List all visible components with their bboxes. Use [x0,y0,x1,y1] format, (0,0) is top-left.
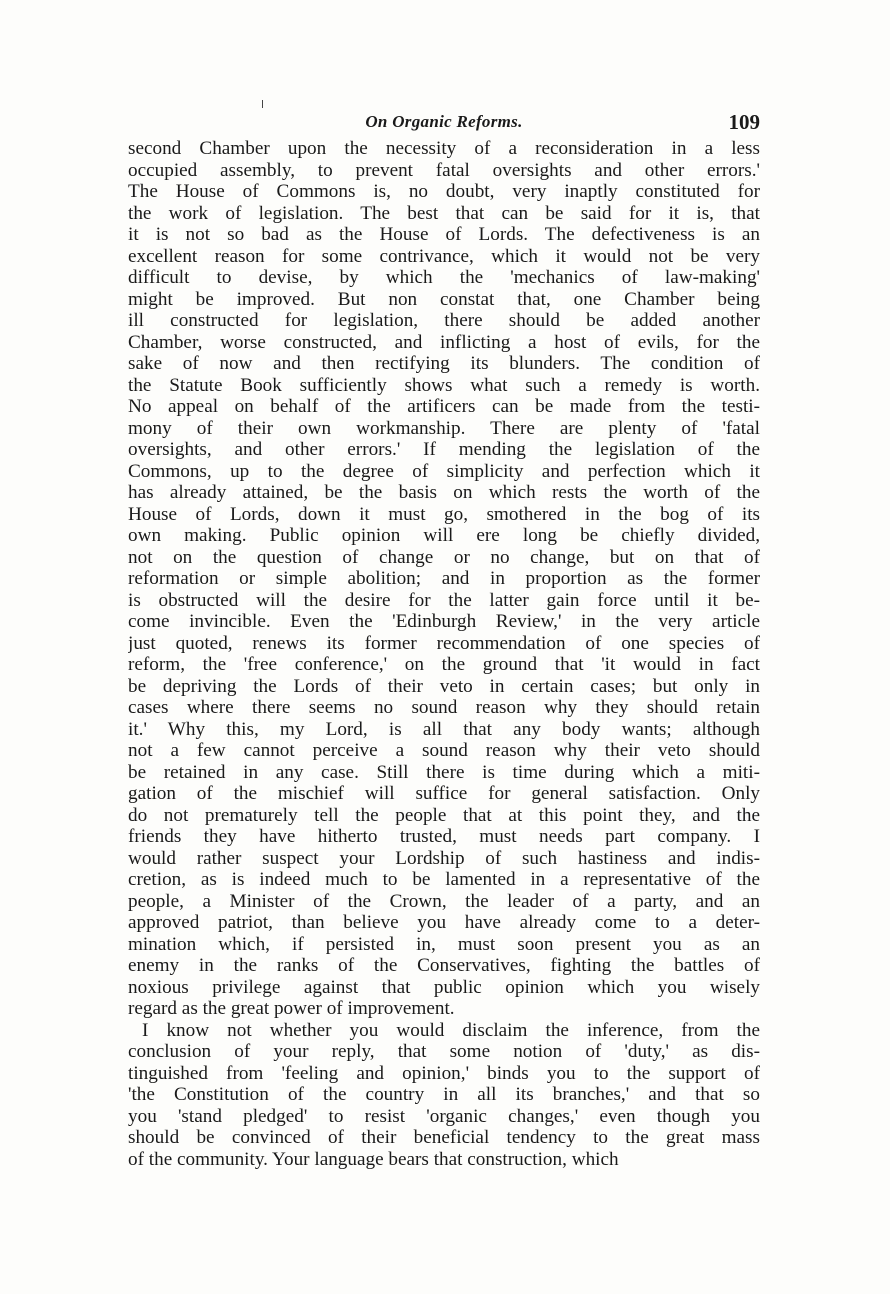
text-line: noxious privilege against that public opinion which you wisely [128,976,760,998]
margin-mark [262,100,263,108]
text-line: reform, the 'free conference,' on the ground that 'it would in fact [128,654,760,675]
text-line: excellent reason for some contrivance, which it would not be very [128,245,760,267]
text-line: not on the question of change or no change, but on that of [128,546,760,568]
text-line: oversights, and other errors.' If mending the legislation of the [128,439,760,460]
text-line: No appeal on behalf of the artificers can be made from the testi- [128,396,760,417]
text-line: come invincible. Even the 'Edinburgh Review,' in the very article [128,611,760,632]
text-line: enemy in the ranks of the Conservatives, fighting the battles of [128,955,760,976]
text-line: be depriving the Lords of their veto in certain cases; but only in [128,675,760,697]
text-line: ill constructed for legislation, there should be added another [128,310,760,331]
text-line: mination which, if persisted in, must soon present you as an [128,933,760,955]
text-line: gation of the mischief will suffice for general satisfaction. Only [128,783,760,804]
body-text [128,138,760,1170]
text-line: should be convinced of their beneficial tendency to the great mass [128,1127,760,1148]
text-line: not a few cannot perceive a sound reason why their veto should [128,740,760,761]
text-line: cretion, as is indeed much to be lamented in a representative of the [128,869,760,890]
text-line: just quoted, renews its former recommendation of one species of [128,632,760,654]
text-line: the Statute Book sufficiently shows what such a remedy is worth. [128,374,760,396]
text-line: approved patriot, than believe you have already come to a deter- [128,912,760,933]
text-line: of the community. Your language bears that construction, which [128,1148,619,1170]
text-line: regard as the great power of improvement. [128,998,455,1019]
page-header [128,108,760,136]
text-line: occupied assembly, to prevent fatal oversights and other errors.' [128,159,760,181]
text-line: House of Lords, down it must go, smothered in the bog of its [128,503,760,525]
text-line: tinguished from 'feeling and opinion,' binds you to the support of [128,1062,760,1084]
text-line: reformation or simple abolition; and in proportion as the former [128,568,760,589]
text-line: I know not whether you would disclaim the inference, from the [142,1019,760,1041]
text-line: be retained in any case. Still there is time during which a miti- [128,761,760,783]
text-line: would rather suspect your Lordship of such hastiness and indis- [128,847,760,869]
text-line: people, a Minister of the Crown, the leader of a party, and an [128,890,760,912]
text-line: the work of legislation. The best that can be said for it is, that [128,202,760,224]
text-line: mony of their own workmanship. There are plenty of 'fatal [128,417,760,439]
running-title: On Organic Reforms. [365,112,523,131]
text-line: do not prematurely tell the people that at this point they, and the [128,804,760,826]
text-line: conclusion of your reply, that some notion of 'duty,' as dis- [128,1041,760,1062]
text-line: has already attained, be the basis on which rests the worth of the [128,482,760,503]
text-line: it is not so bad as the House of Lords. The defectiveness is an [128,224,760,245]
text-line: second Chamber upon the necessity of a reconsideration in a less [128,138,760,159]
page-number: 109 [728,110,760,134]
text-line: The House of Commons is, no doubt, very inaptly constituted for [128,181,760,202]
text-line: is obstructed will the desire for the latter gain force until it be- [128,589,760,611]
text-line: 'the Constitution of the country in all its branches,' and that so [128,1084,760,1105]
text-line: Commons, up to the degree of simplicity and perfection which it [128,460,760,482]
text-line: difficult to devise, by which the 'mechanics of law-making' [128,267,760,288]
text-line: sake of now and then rectifying its blunders. The condition of [128,353,760,374]
text-line: friends they have hitherto trusted, must needs part company. I [128,826,760,847]
text-line: Chamber, worse constructed, and inflicting a host of evils, for the [128,331,760,353]
text-line: cases where there seems no sound reason why they should retain [128,697,760,718]
text-line: own making. Public opinion will ere long be chiefly divided, [128,525,760,546]
text-line: you 'stand pledged' to resist 'organic changes,' even though you [128,1105,760,1127]
text-line: it.' Why this, my Lord, is all that any body wants; although [128,718,760,740]
text-line: might be improved. But non constat that, one Chamber being [128,288,760,310]
